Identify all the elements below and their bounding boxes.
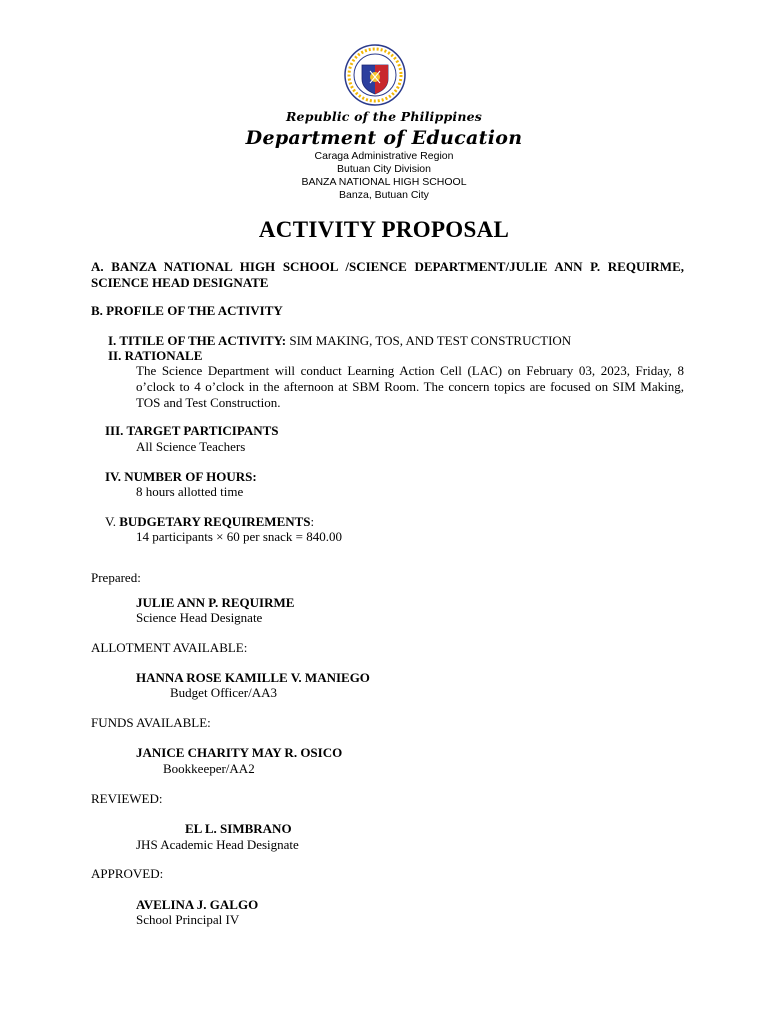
prepared-name: JULIE ANN P. REQUIRME <box>136 595 295 610</box>
budget-colon: : <box>310 514 315 529</box>
deped-seal-logo <box>340 43 410 107</box>
republic-line: Republic of the Philippines <box>285 109 483 124</box>
budget-label: BUDGETARY REQUIREMENTS <box>119 514 311 529</box>
budget-numeral: V. <box>105 514 120 529</box>
approved-role: School Principal IV <box>136 912 240 927</box>
activity-title-label: I. TITILE OF THE ACTIVITY: <box>108 333 287 348</box>
funds-name: JANICE CHARITY MAY R. OSICO <box>136 745 343 760</box>
section-b-heading: B. PROFILE OF THE ACTIVITY <box>91 303 283 318</box>
document-title: ACTIVITY PROPOSAL <box>258 217 510 242</box>
budget-row <box>105 514 314 530</box>
activity-title-value: SIM MAKING, TOS, AND TEST CONSTRUCTION <box>289 333 572 348</box>
reviewed-name: EL L. SIMBRANO <box>185 821 292 836</box>
department-name: Department of Education <box>245 127 523 149</box>
hours-value: 8 hours allotted time <box>136 484 244 499</box>
region-line: Caraga Administrative Region <box>314 150 454 162</box>
funds-role: Bookkeeper/AA2 <box>163 761 255 776</box>
budget-value: 14 participants × 60 per snack = 840.00 <box>136 529 343 544</box>
reviewed-label: REVIEWED: <box>91 791 163 806</box>
school-line: BANZA NATIONAL HIGH SCHOOL <box>301 176 467 188</box>
allotment-name: HANNA ROSE KAMILLE V. MANIEGO <box>136 670 370 685</box>
approved-label: APPROVED: <box>91 866 164 881</box>
hours-label: IV. NUMBER OF HOURS: <box>105 469 257 484</box>
rationale-label: II. RATIONALE <box>108 348 203 363</box>
prepared-role: Science Head Designate <box>136 610 263 625</box>
allotment-role: Budget Officer/AA3 <box>170 685 277 700</box>
approved-name: AVELINA J. GALGO <box>136 897 259 912</box>
reviewed-role: JHS Academic Head Designate <box>136 837 299 852</box>
section-a-heading: A. BANZA NATIONAL HIGH SCHOOL /SCIENCE DEPARTMENT/JULIE ANN P. REQUIRME, SCIENCE HEAD DESIGNATE <box>91 259 684 290</box>
rationale-text: The Science Department will conduct Learning Action Cell (LAC) on February 03, 2023, Friday, 8 o’clock to 4 o’clock in the afternoon at SBM Room. The concern topics are focused on SIM Making, TOS and Test Construction. <box>136 363 684 410</box>
division-line: Butuan City Division <box>337 163 431 175</box>
participants-value: All Science Teachers <box>136 439 246 454</box>
location-line: Banza, Butuan City <box>339 189 429 201</box>
activity-title-row <box>108 333 571 349</box>
allotment-label: ALLOTMENT AVAILABLE: <box>91 640 248 655</box>
prepared-label: Prepared: <box>91 570 141 585</box>
funds-label: FUNDS AVAILABLE: <box>91 715 211 730</box>
participants-label: III. TARGET PARTICIPANTS <box>105 423 279 438</box>
